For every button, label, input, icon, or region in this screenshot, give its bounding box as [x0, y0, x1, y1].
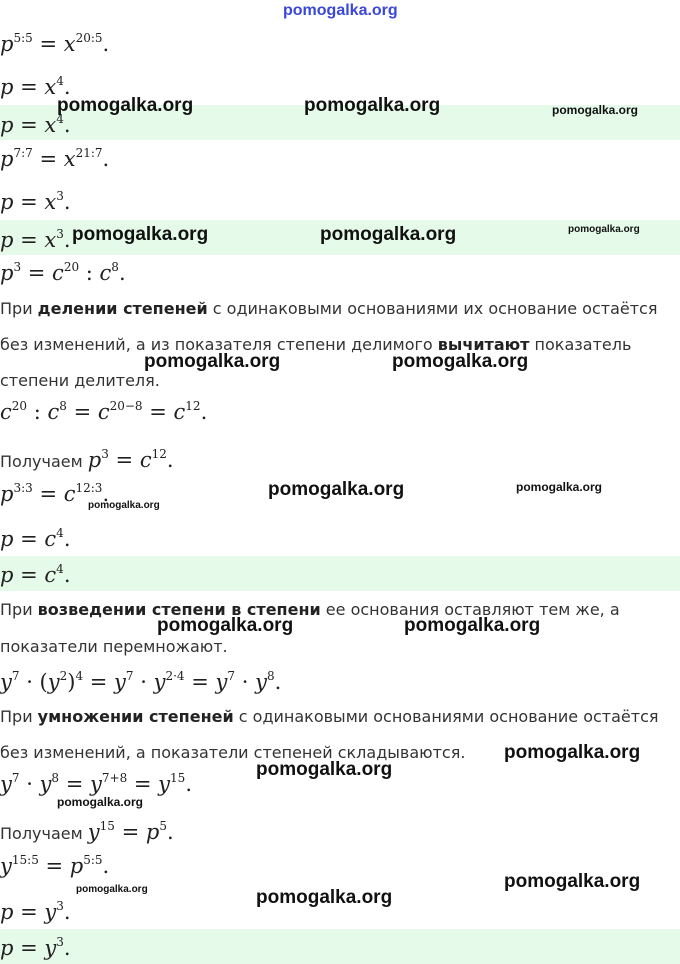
rule-text-line: показатели перемножают. [0, 637, 228, 656]
rule-text-line: При умножении степеней с одинаковыми основаниями основание остаётся [0, 707, 659, 726]
watermark: pomogalka.org [516, 480, 603, 494]
formula-line: Получаем $y^{15} = p^5$. [0, 819, 174, 844]
watermark: pomogalka.org [72, 224, 209, 245]
formula-line: $c^{20}$ : $c^8 = c^{20-8} = c^{12}$. [0, 399, 208, 424]
rule-text-line: без изменений, а из показателя степени делимого вычитают показатель [0, 335, 632, 354]
formula-line: $p^{3:3} = c^{12:3}$. [0, 481, 110, 506]
watermark: pomogalka.org [392, 351, 529, 372]
rule-text-line: степени делителя. [0, 371, 160, 390]
formula-line: Получаем $p^3 = c^{12}$. [0, 447, 174, 472]
answer-line: $p = y^3$. [0, 935, 71, 960]
watermark: pomogalka.org [404, 615, 541, 636]
answer-line: $p = c^4$. [0, 562, 71, 587]
watermark: pomogalka.org [256, 759, 393, 780]
watermark: pomogalka.org [268, 479, 405, 500]
watermark: pomogalka.org [320, 224, 457, 245]
rule-text-line: При возведении степени в степени ее основания оставляют тем же, а [0, 600, 620, 619]
formula-line: $p^3 = c^{20}$ : $c^8$. [0, 260, 126, 285]
formula-line: $p = c^4$. [0, 526, 71, 551]
answer-line: $p = x^3$. [0, 227, 71, 252]
highlight-band [0, 556, 680, 591]
answer-line: $p = x^4$. [0, 112, 71, 137]
watermark: pomogalka.org [552, 103, 639, 117]
watermark: pomogalka.org [504, 871, 641, 892]
formula-line: $p = x^4$. [0, 74, 71, 99]
rule-text-line: без изменений, а показатели степеней складываются. [0, 743, 466, 762]
formula-line: $p^{7:7} = x^{21:7}$. [0, 146, 110, 171]
formula-line: $p = x^3$. [0, 189, 71, 214]
formula-line: $y^7 \cdot y^8 = y^{7+8} = y^{15}$. [0, 771, 193, 796]
highlight-band [0, 929, 680, 964]
formula-line: $y^7 \cdot (y^2)^4 = y^7 \cdot y^{2\cdot 4} = y^7 \cdot y^8$. [0, 669, 282, 694]
watermark: pomogalka.org [88, 500, 160, 511]
watermark: pomogalka.org [504, 742, 641, 763]
watermark: pomogalka.org [256, 887, 393, 908]
watermark: pomogalka.org [57, 795, 144, 809]
watermark: pomogalka.org [568, 224, 640, 235]
watermark: pomogalka.org [57, 95, 194, 116]
formula-line: $p = y^3$. [0, 899, 71, 924]
formula-line: $y^{15:5} = p^{5:5}$. [0, 853, 110, 878]
rule-text-line: При делении степеней с одинаковыми основаниями их основание остаётся [0, 299, 658, 318]
watermark: pomogalka.org [76, 884, 148, 895]
formula-line: $p^{5:5} = x^{20:5}$. [0, 31, 110, 56]
watermark: pomogalka.org [157, 615, 294, 636]
site-header-link[interactable]: pomogalka.org [283, 2, 398, 19]
watermark: pomogalka.org [144, 351, 281, 372]
watermark: pomogalka.org [304, 95, 441, 116]
